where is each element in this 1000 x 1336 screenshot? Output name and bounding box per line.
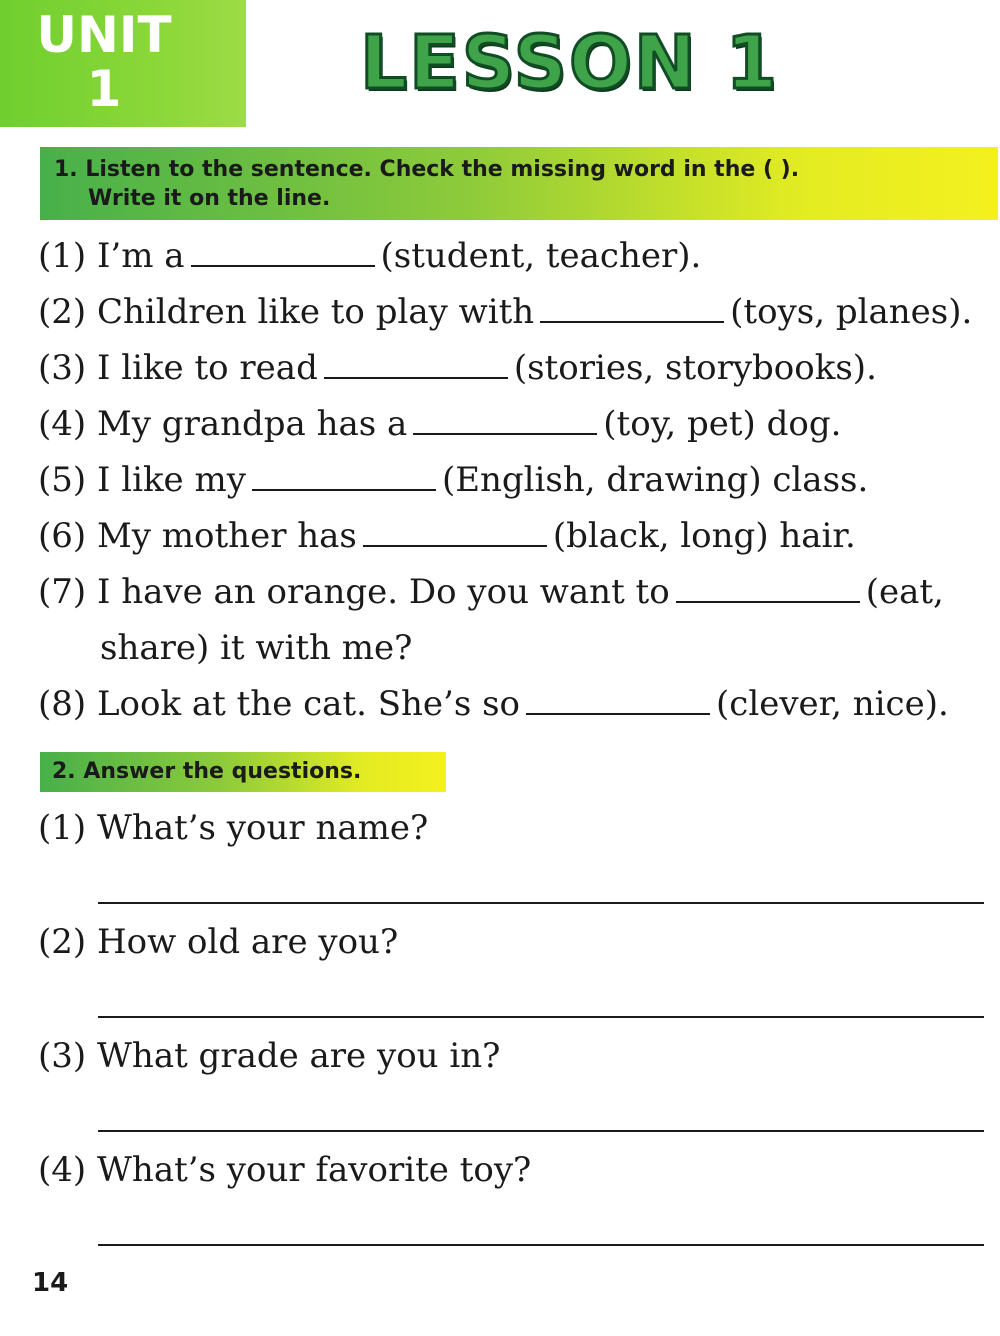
answer-blank[interactable]: [413, 405, 597, 435]
item-choices: (toy, pet) dog.: [603, 404, 842, 444]
answer-line-2[interactable]: [98, 1016, 984, 1018]
exercise-item-7: [38, 572, 944, 612]
question-1: (1) What’s your name?: [38, 808, 429, 848]
item-text: (1) I’m a: [38, 236, 185, 276]
section1-instruction-banner: [40, 147, 998, 220]
unit-word: UNIT: [36, 6, 172, 64]
item-text: (6) My mother has: [38, 516, 357, 556]
question-3: (3) What grade are you in?: [38, 1036, 501, 1076]
answer-blank[interactable]: [363, 517, 547, 547]
item-text: (7) I have an orange. Do you want to: [38, 572, 670, 612]
exercise-item-6: [38, 516, 856, 556]
item-choices: (clever, nice).: [716, 684, 949, 724]
exercise-item-4: [38, 404, 841, 444]
exercise-item-5: [38, 460, 868, 500]
item-text: (3) I like to read: [38, 348, 318, 388]
question-2: (2) How old are you?: [38, 922, 399, 962]
item-choices: (student, teacher).: [380, 236, 702, 276]
unit-label: [34, 8, 174, 116]
page-number: 14: [32, 1268, 69, 1298]
answer-blank[interactable]: [526, 685, 710, 715]
answer-line-3[interactable]: [98, 1130, 984, 1132]
answer-blank[interactable]: [252, 461, 436, 491]
item-choices: (toys, planes).: [730, 292, 973, 332]
item-text: (2) Children like to play with: [38, 292, 535, 332]
exercise-item-8: [38, 684, 949, 724]
section2-instruction-banner: 2. Answer the questions.: [40, 752, 446, 792]
answer-blank[interactable]: [324, 349, 508, 379]
answer-line-4[interactable]: [98, 1244, 984, 1246]
item-choices: (stories, storybooks).: [513, 348, 877, 388]
question-4: (4) What’s your favorite toy?: [38, 1150, 532, 1190]
item-text: (4) My grandpa has a: [38, 404, 408, 444]
item-choices: (English, drawing) class.: [441, 460, 869, 500]
unit-number: 1: [86, 60, 122, 118]
section1-instruction-line1: 1. Listen to the sentence. Check the missing word in the ( ).: [54, 157, 800, 182]
exercise-item-1: [38, 236, 701, 276]
answer-line-1[interactable]: [98, 902, 984, 904]
item-text: (8) Look at the cat. She’s so: [38, 684, 521, 724]
exercise-item-2: [38, 292, 972, 332]
exercise-item-7-continuation: share) it with me?: [100, 628, 413, 668]
lesson-title: LESSON 1: [360, 20, 780, 106]
answer-blank[interactable]: [676, 573, 860, 603]
item-choices: (black, long) hair.: [552, 516, 856, 556]
section1-instruction-line2: Write it on the line.: [88, 186, 331, 211]
item-text: (5) I like my: [38, 460, 246, 500]
item-choices: (eat,: [865, 572, 944, 612]
answer-blank[interactable]: [540, 293, 724, 323]
unit-badge: [0, 0, 246, 127]
answer-blank[interactable]: [191, 237, 375, 267]
exercise-item-3: [38, 348, 877, 388]
